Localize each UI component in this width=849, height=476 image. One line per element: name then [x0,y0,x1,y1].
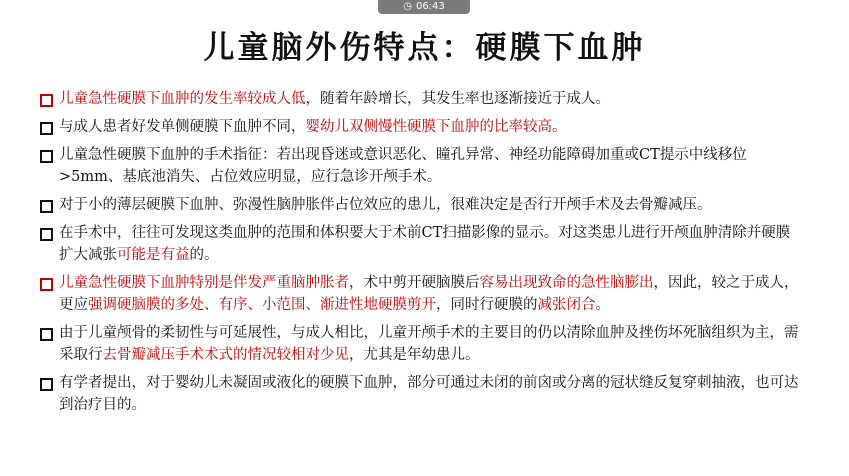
bullet-item [40,116,800,138]
text-segment: 。 [552,119,567,135]
square-bullet-icon [40,328,53,341]
highlight-text: 去骨瓣减压手术术式的情况较相对少见 [102,347,349,363]
text-segment: 儿童急性硬膜下血肿的手术指征：若出现昏迷或意识恶化、瞳孔异常、神经功能障碍加重或CT提示中线移位>5mm、基底池消失、占位效应明显，应行急诊开颅手术。 [59,147,747,185]
bullet-text [59,116,800,138]
bullet-item [40,322,800,366]
text-segment: 。 [595,297,610,313]
bullet-text [59,322,800,366]
text-segment: ，因此，较之于成人，更应 [59,275,799,313]
text-segment: ，同时行硬膜的 [436,297,538,313]
highlight-text: 强调硬脑膜的多处、有序、小范围、渐进性地硬膜剪开 [88,297,436,313]
bullet-item [40,194,800,216]
text-segment: ，随着年龄增长，其发生率也逐渐接近于成人。 [305,91,610,107]
bullet-text [59,194,800,216]
text-segment: 对于小的薄层硬膜下血肿、弥漫性脑肿胀伴占位效应的患儿，很难决定是否行开颅手术及去骨瓣减压。 [59,197,712,213]
text-segment: ，尤其是年幼患儿。 [349,347,480,363]
square-bullet-icon [40,122,53,135]
slide-title: 儿童脑外伤特点：硬膜下血肿 [203,30,646,66]
square-bullet-icon [40,228,53,241]
bullet-text [59,222,800,266]
clock-icon: ◷ [403,1,412,12]
square-bullet-icon [40,94,53,107]
text-segment: 在手术中，往往可发现这类血肿的范围和体积要大于术前CT扫描影像的显示。对这类患儿进行开颅血肿清除并硬膜扩大减张 [59,225,791,263]
page-icon: ▢ [402,15,413,26]
bullet-item [40,272,800,316]
status-bar [378,0,470,26]
bullet-item [40,372,800,416]
status-page: 24/33 [416,15,446,26]
status-time: 06:43 [415,1,445,12]
bullet-text [59,272,800,316]
square-bullet-icon [40,150,53,163]
text-segment: 由于儿童颅骨的柔韧性与可延展性，与成人相比，儿童开颅手术的主要目的仍以清除血肿及挫伤坏死脑组织为主，需采取行 [59,325,799,363]
bullet-item [40,144,800,188]
highlight-text: 容易出现致命的急性脑膨出 [479,275,654,291]
square-bullet-icon [40,378,53,391]
bullet-text [59,88,800,110]
bullet-text [59,144,800,188]
square-bullet-icon [40,200,53,213]
highlight-text: 减张闭合 [537,297,596,313]
text-segment: 的。 [189,247,219,263]
slide-content [40,88,800,422]
text-segment: 与成人患者好发单侧硬膜下血肿不同， [59,119,306,135]
text-segment: ，术中剪开硬脑膜后 [349,275,480,291]
bullet-text [59,372,800,416]
square-bullet-icon [40,278,53,291]
highlight-text: 婴幼儿双侧慢性硬膜下血肿的比率较高 [305,119,552,135]
highlight-text: 儿童急性硬膜下血肿的发生率较成人低 [59,91,306,107]
highlight-text: 儿童急性硬膜下血肿特别是伴发严重脑肿胀者 [59,275,349,291]
bullet-item [40,88,800,110]
highlight-text: 可能是有益 [117,247,190,263]
bullet-item [40,222,800,266]
text-segment: 有学者提出，对于婴幼儿未凝固或液化的硬膜下血肿，部分可通过未闭的前囟或分离的冠状缝反复穿刺抽液，也可达到治疗目的。 [59,375,799,413]
